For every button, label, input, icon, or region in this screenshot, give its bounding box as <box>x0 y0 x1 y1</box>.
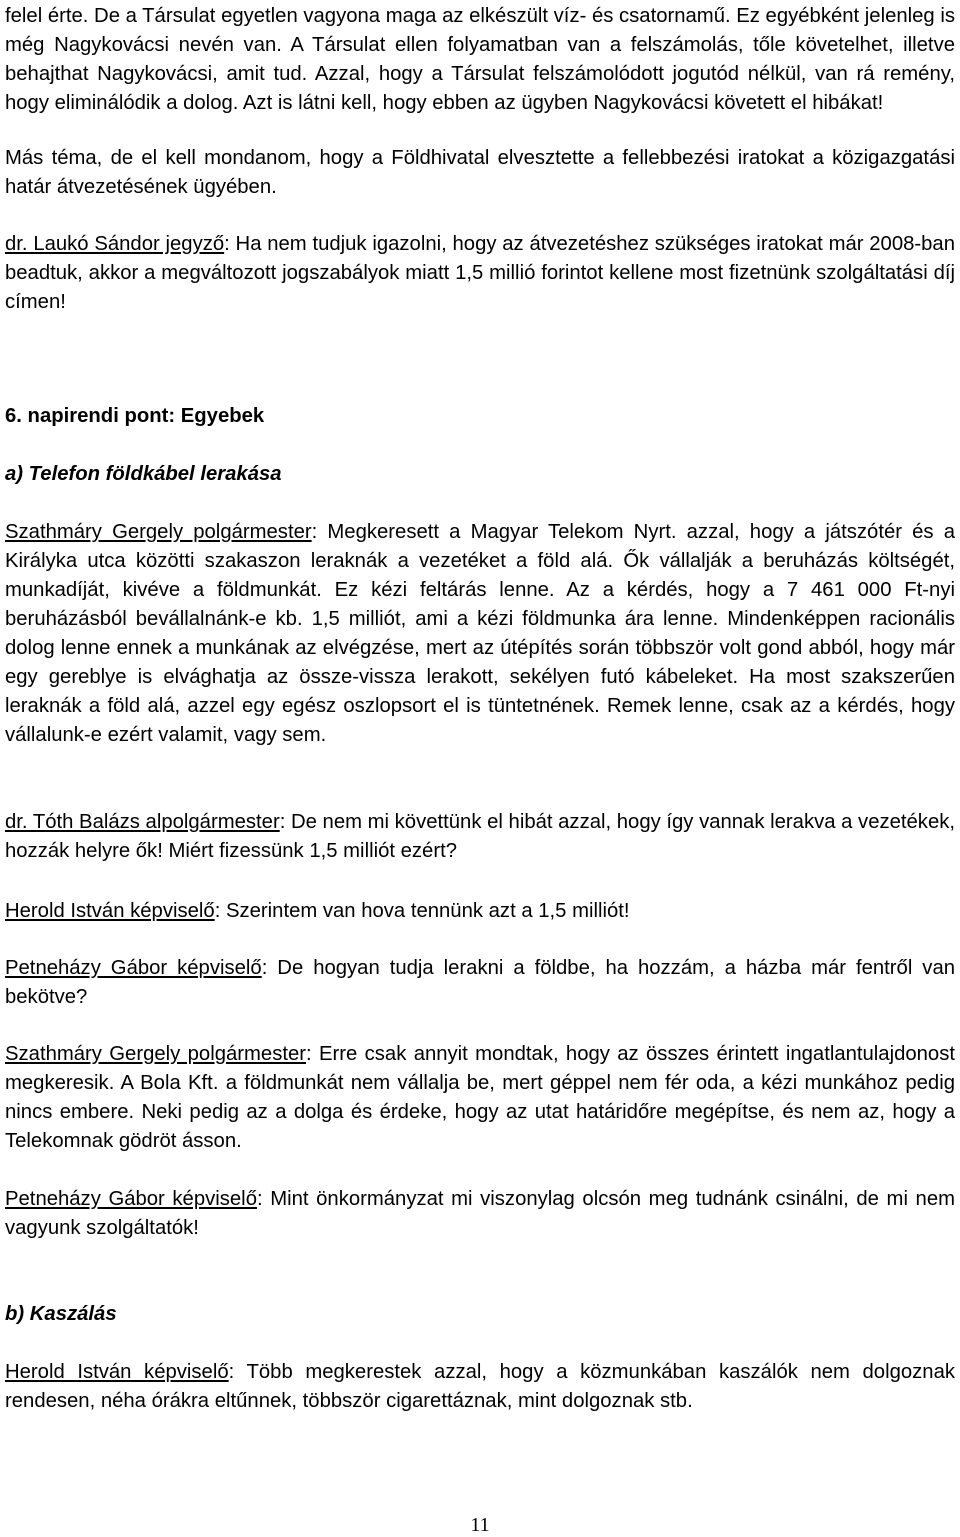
statement-text: : Erre csak annyit mondtak, hogy az összes érintett ingatlantulajdonost megkeresik. A Bola Kft. a földmunkát nem vállalja be, mert géppel nem fér oda, a kézi munkához pedig nincs embere. Neki pedig az a dolga és érdeke, hogy az utat határidőre megépítse, és nem az, hogy a Telekomnak gödröt ásson. <box>5 1043 955 1152</box>
subsection-a-title: a) Telefon földkábel lerakása <box>5 463 282 485</box>
statement-a-0 <box>5 518 955 750</box>
statement-text: : Szerintem van hova tennünk azt a 1,5 milliót! <box>214 900 630 922</box>
speaker-name: Petneházy Gábor képviselő <box>5 1188 257 1210</box>
speaker-name: dr. Laukó Sándor jegyző <box>5 233 225 255</box>
speaker-name: Herold István képviselő <box>5 900 215 922</box>
statement-text: : Több megkerestek azzal, hogy a közmunkában kaszálók nem dolgoznak rendesen, néha órákra eltűnnek, többször cigarettáznak, mint dolgoznak stb. <box>5 1361 955 1412</box>
section-heading: 6. napirendi pont: Egyebek <box>5 405 265 427</box>
statement-text: : Ha nem tudjuk igazolni, hogy az átvezetéshez szükséges iratokat már 2008-ban beadtuk, akkor a megváltozott jogszabályok miatt 1,5 millió forintot kellene most fizetnünk szolgáltatási díj címen! <box>5 233 955 313</box>
speaker-name: Petneházy Gábor képviselő <box>5 957 262 979</box>
intro-paragraph: felel érte. De a Társulat egyetlen vagyona maga az elkészült víz- és csatornamű. Ez egyébként jelenleg is még Nagykovácsi nevén van. A Társulat ellen folyamatban van a felszámolás, tőle követelhet, illetve behajthat Nagykovácsi, amit tud. Azzal, hogy a Társulat felszámolódott jogutód nélkül, van rá remény, hogy eliminálódik a dolog. Azt is látni kell, hogy ebben az ügyben Nagykovácsi követett el hibákat! <box>5 5 955 114</box>
statement-a-3 <box>5 954 955 1012</box>
speaker-name: Herold István képviselő <box>5 1361 229 1383</box>
statement-a-5 <box>5 1185 955 1243</box>
statement-text: : Megkeresett a Magyar Telekom Nyrt. azzal, hogy a játszótér és a Királyka utca közötti szakaszon leraknák a vezetéket a föld alá. Ők vállalják a beruházás költségét, munkadíját, kivéve a földmunkát. Ez kézi feltárás lenne. Az a kérdés, hogy a 7 461 000 Ft-nyi beruházásból bevállalnánk-e kb. 1,5 milliót, ami a kézi földmunka ára lenne. Mindenképpen racionális dolog lenne ennek a munkának az elvégzése, mert az útépítés során többször volt gond abból, hogy már egy gereblye is elvághatja az össze-vissza lerakott, sekélyen futó kábeleket. Ha most szakszerűen leraknák a föld alá, azzel egy egész oszlopsort el is tüntetnének. Remek lenne, csak az a kérdés, hogy vállalunk-e ezért valamit, vagy sem. <box>5 521 956 746</box>
intro-paragraph-2: Más téma, de el kell mondanom, hogy a Földhivatal elvesztette a fellebbezési iratokat a közigazgatási határ átvezetésének ügyében. <box>5 147 955 198</box>
statement-a-2 <box>5 897 955 926</box>
subsection-b-title: b) Kaszálás <box>5 1303 117 1325</box>
statement-text: : Mint önkormányzat mi viszonylag olcsón meg tudnánk csinálni, de mi nem vagyunk szolgáltatók! <box>5 1188 956 1239</box>
page-number: 11 <box>470 1514 490 1536</box>
statement-text: : De nem mi követtünk el hibát azzal, hogy így vannak lerakva a vezetékek, hozzák helyre ők! Miért fizessünk 1,5 milliót ezért? <box>5 811 956 862</box>
speaker-name: Szathmáry Gergely polgármester <box>5 1043 306 1065</box>
statement-text: : De hogyan tudja lerakni a földbe, ha hozzám, a házba már fentről van bekötve? <box>5 957 955 1008</box>
speaker-name: Szathmáry Gergely polgármester <box>5 521 312 543</box>
statement-a-4 <box>5 1040 955 1156</box>
statement-jegyzo <box>5 230 955 317</box>
speaker-name: dr. Tóth Balázs alpolgármester <box>5 811 280 833</box>
statement-b-0 <box>5 1358 955 1416</box>
statement-a-1 <box>5 808 955 866</box>
